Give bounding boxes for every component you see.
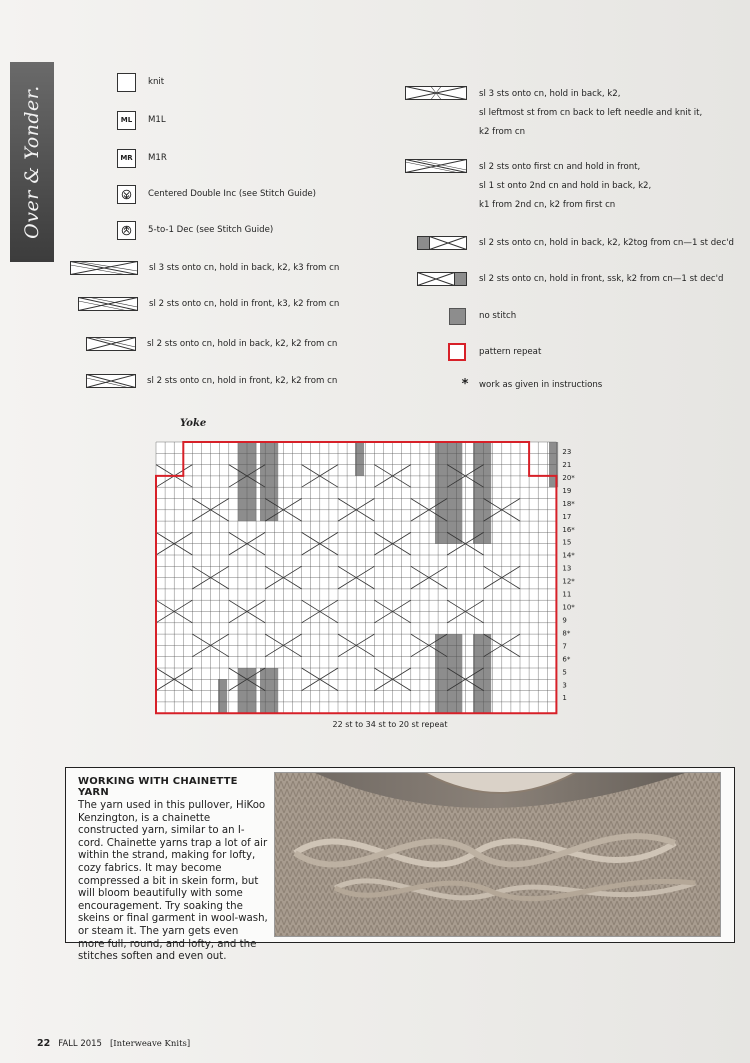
chart-title: Yoke [180, 418, 207, 429]
yoke-chart [150, 432, 590, 717]
row-number-label: 10* [562, 603, 575, 612]
row-number-label: 19 [562, 486, 572, 495]
row-number-label: 13 [562, 564, 572, 573]
row-number-label: 18* [562, 499, 575, 508]
page-footer [37, 1038, 190, 1049]
section-tab-label: Over & Yonder. [21, 85, 44, 239]
legend-cable-5-front: sl 2 sts onto cn, hold in front, k3, k2 from cn [78, 297, 339, 311]
row-number-label: 23 [562, 448, 572, 456]
row-number-label: 6* [562, 655, 571, 664]
row-number-label: 15 [562, 538, 572, 547]
cable-4-back-icon [86, 337, 136, 351]
legend-cable-dec-back: sl 2 sts onto cn, hold in back, k2, k2tog from cn—1 st dec'd [417, 236, 734, 250]
five-to-one-dec-icon [117, 221, 136, 240]
row-number-label: 20* [562, 473, 575, 482]
cable-5-front-icon [78, 297, 138, 311]
pattern-repeat-swatch [448, 343, 466, 361]
row-number-label: 16* [562, 525, 575, 534]
asterisk-icon: * [461, 377, 469, 392]
m1r-symbol: MR [117, 149, 136, 168]
row-number-label: 21 [562, 460, 572, 469]
row-number-label: 7 [562, 642, 567, 651]
row-number-label: 17 [562, 512, 572, 521]
page-number: 22 [37, 1038, 51, 1049]
sweater-photo [274, 772, 721, 937]
legend-5to1-dec: 5-to-1 Dec (see Stitch Guide) [117, 221, 273, 240]
legend-knit: knit [117, 73, 164, 92]
cable-4-front-icon [86, 374, 136, 388]
legend-pattern-repeat: pattern repeat [448, 343, 541, 361]
no-stitch-cell [435, 442, 462, 544]
m1l-symbol: ML [117, 111, 136, 130]
knit-symbol [117, 73, 136, 92]
sidebar-text [78, 776, 268, 964]
cable-dec-front-icon [417, 272, 467, 286]
row-number-label: 11 [562, 590, 572, 599]
cable-wide-icon [405, 159, 467, 173]
chart-caption: 22 st to 34 st to 20 st repeat [332, 720, 448, 729]
row-number-label: 14* [562, 551, 575, 560]
no-stitch-cell [473, 442, 491, 544]
cable-wide-icon [405, 86, 467, 100]
legend-m1r: MR M1R [117, 149, 167, 168]
section-tab [10, 62, 54, 262]
no-stitch-cell [435, 634, 462, 713]
cable-dec-back-icon [417, 236, 467, 250]
row-number-label: 9 [562, 616, 567, 625]
row-number-label: 5 [562, 668, 567, 677]
magazine-name: [Interweave Knits] [109, 1039, 191, 1049]
legend-cable-wide-2: sl 2 sts onto first cn and hold in front, sl 1 st onto 2nd cn and hold in back, k2, k1 from 2nd cn, k2 from first cn [405, 158, 651, 215]
legend-asterisk: * work as given in instructions [456, 377, 602, 393]
cable-6-back-icon [70, 261, 138, 275]
no-stitch-swatch [449, 308, 466, 325]
row-number-label: 8* [562, 629, 571, 638]
row-number-label: 12* [562, 577, 575, 586]
sidebar-body: The yarn used in this pullover, HiKoo Kenzington, is a chainette constructed yarn, similar to an I-cord. Chainette yarns trap a lot of air within the strand, making for lofty, cozy fabrics. It may become compressed a bit in skein form, but will bloom beautifully with some encouragement. Try soaking the skeins or final garment in wool-wash, or steam it. The yarn gets even more full, round, and lofty, and the stitches soften and even out. [78, 800, 268, 963]
legend-cable-4-front: sl 2 sts onto cn, hold in front, k2, k2 from cn [86, 374, 337, 388]
issue-label: FALL 2015 [58, 1039, 102, 1049]
legend-cable-4-back: sl 2 sts onto cn, hold in back, k2, k2 from cn [86, 337, 337, 351]
centered-inc-icon [117, 185, 136, 204]
sidebar-title: WORKING WITH CHAINETTE YARN [78, 776, 238, 798]
legend-cable-wide-1: sl 3 sts onto cn, hold in back, k2, sl leftmost st from cn back to left needle and knit it, k2 from cn [405, 85, 702, 142]
legend-no-stitch: no stitch [449, 308, 516, 325]
no-stitch-cell [473, 634, 491, 713]
row-number-label: 1 [562, 694, 567, 703]
legend-centered-inc: Centered Double Inc (see Stitch Guide) [117, 185, 316, 204]
no-stitch-cell [218, 679, 227, 713]
legend-m1l: ML M1L [117, 111, 166, 130]
no-stitch-cell [260, 442, 278, 521]
row-number-label: 3 [562, 681, 567, 690]
legend-cable-dec-front: sl 2 sts onto cn, hold in front, ssk, k2 from cn—1 st dec'd [417, 272, 723, 286]
chainette-sidebar [65, 767, 735, 963]
legend-cable-6-back: sl 3 sts onto cn, hold in back, k2, k3 from cn [70, 261, 339, 275]
